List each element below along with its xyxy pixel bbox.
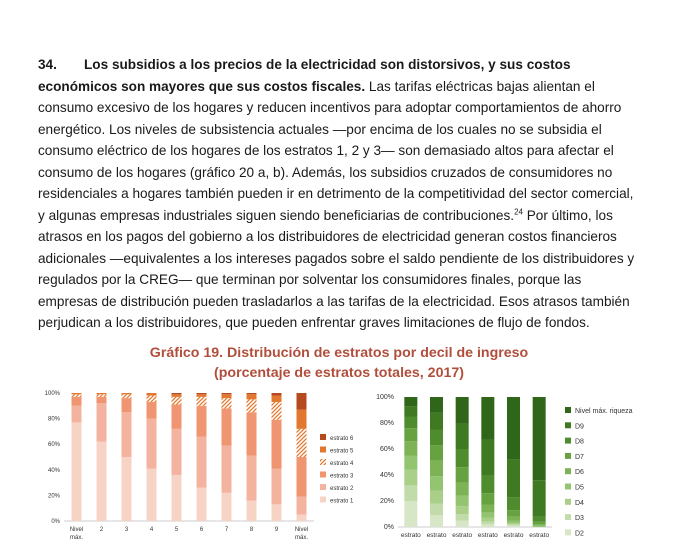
bar-segment [404, 397, 417, 406]
bar-segment [247, 501, 257, 521]
y-tick-label: 60% [379, 446, 394, 453]
bar-segment [404, 485, 417, 501]
bar-segment [247, 412, 257, 456]
bar-segment [72, 397, 82, 406]
bar-segment [197, 394, 207, 397]
bar-segment [97, 394, 107, 397]
legend-label: D2 [575, 530, 584, 538]
bar-segment [97, 403, 107, 441]
bar-segment [533, 397, 546, 480]
bar-segment [430, 397, 443, 413]
y-tick-label: 0% [383, 524, 394, 531]
bar-segment [222, 394, 232, 398]
bar-segment [172, 393, 182, 394]
legend-swatch [320, 459, 326, 465]
left-chart [28, 385, 354, 547]
bar-segment [72, 394, 82, 397]
bar-segment [430, 413, 443, 430]
x-tick-label: estrato [426, 532, 447, 539]
bar-segment [122, 393, 132, 394]
bar-segment [297, 497, 307, 515]
x-tick-label: 4 [149, 527, 154, 533]
legend-label: estrato 2 [330, 486, 354, 492]
footnote-ref[interactable]: 24 [514, 206, 523, 216]
bar-segment [404, 470, 417, 486]
bar-segment [481, 505, 494, 513]
bar-segment [507, 526, 520, 527]
bar-segment [481, 513, 494, 518]
bar-segment [481, 518, 494, 522]
x-tick-label: estrato [529, 532, 550, 539]
bar-segment [147, 393, 157, 396]
paragraph-body-1: Las tarifas eléctricas bajas alientan el consumo excesivo de los hogares y reducen incentivos para adoptar comportamientos de ahorro energético. Los niveles de subsistencia actuales —por encima de los cuales no se subsidia el consumo eléctrico de los hogares de los estratos 1, 2 y 3— son demasiado altos para afectar el consumo de los hogares (gráfico 20 a, b). Además, los subsidios cruzados de consumidores no residenciales a hogares también pueden ir en detrimento de la competitividad del sector comercial, y algunas empresas industriales siguen siendo beneficiarias de contribuciones. [38, 78, 634, 223]
bar-segment [147, 419, 157, 469]
bar-segment [197, 397, 207, 406]
bar-segment [122, 394, 132, 398]
bar-segment [172, 429, 182, 475]
bar-segment [97, 393, 107, 394]
legend-swatch [320, 447, 326, 453]
bar-segment [197, 393, 207, 394]
legend-swatch [320, 472, 326, 478]
legend-swatch [565, 407, 571, 413]
bar-segment [507, 459, 520, 497]
x-tick-label: Nivel máx. [294, 527, 309, 541]
legend-label: D3 [575, 515, 584, 523]
bar-segment [430, 491, 443, 504]
figure-title [0, 343, 678, 383]
bar-segment [430, 430, 443, 446]
y-tick-label: 40% [379, 472, 394, 479]
bar-segment [507, 524, 520, 525]
bar-segment [122, 457, 132, 521]
legend-label: estrato 4 [330, 461, 354, 467]
bar-segment [404, 441, 417, 455]
x-tick-label: 5 [174, 527, 179, 533]
bar-segment [404, 456, 417, 470]
y-tick-label: 60% [47, 442, 60, 449]
paragraph-lead-line2: económicos son mayores que sus costos fiscales. [38, 78, 366, 94]
paragraph-34 [38, 54, 638, 334]
bar-segment [456, 496, 469, 506]
bar-segment [197, 488, 207, 521]
bar-segment [533, 524, 546, 525]
bar-segment [247, 399, 257, 412]
legend-label: estrato 6 [330, 436, 354, 442]
bar-segment [122, 398, 132, 412]
x-tick-label: 8 [249, 527, 254, 533]
paragraph-number: 34. [38, 57, 57, 72]
legend-label: D9 [575, 423, 584, 431]
bar-segment [404, 406, 417, 416]
legend-swatch [565, 468, 571, 474]
x-tick-label: estrato [477, 532, 498, 539]
y-tick-label: 100% [44, 391, 60, 397]
bar-segment [147, 396, 157, 402]
bar-segment [456, 397, 469, 423]
bar-segment [430, 515, 443, 527]
bar-segment [507, 517, 520, 521]
y-tick-label: 80% [379, 420, 394, 427]
legend-swatch [565, 514, 571, 520]
bar-segment [297, 410, 307, 429]
bar-segment [456, 423, 469, 449]
bar-segment [507, 497, 520, 510]
bar-segment [222, 398, 232, 408]
y-tick-label: 20% [47, 493, 60, 500]
x-tick-label: 9 [274, 527, 279, 533]
legend-swatch [565, 438, 571, 444]
legend-label: estrato 5 [330, 448, 354, 455]
bar-segment [97, 397, 107, 403]
legend-swatch [320, 497, 326, 503]
bar-segment [533, 480, 546, 516]
x-tick-label: 3 [124, 527, 129, 533]
bar-segment [533, 517, 546, 522]
legend-swatch [565, 499, 571, 505]
x-tick-label: estrato [503, 532, 524, 539]
bar-segment [430, 445, 443, 461]
bar-segment [456, 506, 469, 514]
bar-segment [272, 420, 282, 469]
x-tick-label: estrato [452, 532, 473, 539]
bar-segment [507, 510, 520, 516]
figure-subtitle: (porcentaje de estratos totales, 2017) [214, 365, 464, 381]
bar-segment [507, 523, 520, 524]
legend-swatch [565, 422, 571, 428]
bar-segment [222, 445, 232, 492]
figure-title-line1: Gráfico 19. Distribución de estratos por decil de ingreso [149, 345, 529, 361]
legend-label: D7 [575, 453, 584, 461]
right-chart [360, 385, 678, 547]
bar-segment [272, 469, 282, 505]
bar-segment [72, 393, 82, 394]
bar-segment [247, 456, 257, 501]
bar-segment [297, 515, 307, 521]
bar-segment [272, 402, 282, 420]
x-tick-label: estrato [400, 532, 421, 539]
bar-segment [272, 504, 282, 521]
legend-label: D4 [575, 499, 584, 507]
legend-swatch [320, 434, 326, 440]
bar-segment [272, 396, 282, 402]
x-tick-label: 6 [199, 527, 204, 533]
bar-segment [481, 493, 494, 505]
y-tick-label: 100% [376, 394, 394, 401]
bar-segment [247, 393, 257, 394]
x-tick-label: Nivel máx. [69, 527, 84, 541]
bar-segment [172, 405, 182, 429]
bar-segment [247, 394, 257, 399]
bar-segment [456, 449, 469, 467]
bar-segment [197, 406, 207, 437]
bar-segment [533, 526, 546, 527]
bar-segment [533, 522, 546, 525]
x-tick-label: 2 [99, 527, 104, 533]
bar-segment [456, 514, 469, 521]
bar-segment [222, 408, 232, 445]
bar-segment [507, 521, 520, 524]
bar-segment [122, 412, 132, 457]
bar-segment [172, 475, 182, 521]
legend-label: D6 [575, 469, 584, 477]
bar-segment [72, 422, 82, 521]
bar-segment [297, 429, 307, 457]
bar-segment [430, 461, 443, 477]
bar-segment [272, 393, 282, 396]
x-tick-label: 7 [224, 527, 229, 533]
y-tick-label: 80% [47, 416, 60, 423]
paragraph-lead-line1: Los subsidios a los precios de la electricidad son distorsivos, y sus costos [84, 57, 571, 72]
bar-segment [430, 504, 443, 516]
legend-label: D5 [575, 484, 584, 492]
bar-segment [222, 393, 232, 394]
bar-segment [456, 521, 469, 528]
legend-swatch [320, 484, 326, 490]
legend-swatch [565, 484, 571, 490]
legend-swatch [565, 529, 571, 535]
bar-segment [456, 483, 469, 496]
legend-label: estrato 3 [330, 473, 354, 480]
legend-swatch [565, 453, 571, 459]
paragraph-body-2: Por último, los atrasos en los pagos del gobierno a los distribuidores de electricidad generan costos financieros adicionales —equivalentes a los intereses pagados sobre el saldo pendiente de los distribuidores y regulados por la CREG— que terminan por solventar los consumidores finales, porque las empresas de distribución pueden trasladarlos a las tarifas de la electricidad. Esos atrasos también perjudican a los distribuidores, que pueden enfrentar graves limitaciones de flujo de fondos. [38, 207, 635, 330]
bar-segment [481, 524, 494, 527]
y-tick-label: 20% [379, 498, 394, 505]
bar-segment [297, 393, 307, 410]
legend-label: estrato 1 [330, 498, 354, 505]
bar-segment [481, 475, 494, 493]
bar-segment [97, 442, 107, 521]
bar-segment [172, 394, 182, 397]
bar-segment [297, 457, 307, 497]
bar-segment [72, 406, 82, 423]
bar-segment [222, 493, 232, 521]
legend-label: Nivel máx. riqueza [575, 408, 633, 415]
bar-segment [404, 428, 417, 441]
bar-segment [456, 467, 469, 483]
y-tick-label: 40% [47, 467, 60, 474]
bar-segment [404, 501, 417, 527]
bar-segment [147, 402, 157, 419]
bar-segment [172, 397, 182, 405]
y-tick-label: 0% [51, 519, 60, 525]
bar-segment [481, 440, 494, 475]
bar-segment [507, 397, 520, 459]
bar-segment [147, 469, 157, 521]
bar-segment [481, 522, 494, 525]
bar-segment [197, 437, 207, 488]
bar-segment [481, 397, 494, 440]
legend-label: D8 [575, 438, 584, 446]
bar-segment [404, 417, 417, 429]
bar-segment [430, 476, 443, 490]
